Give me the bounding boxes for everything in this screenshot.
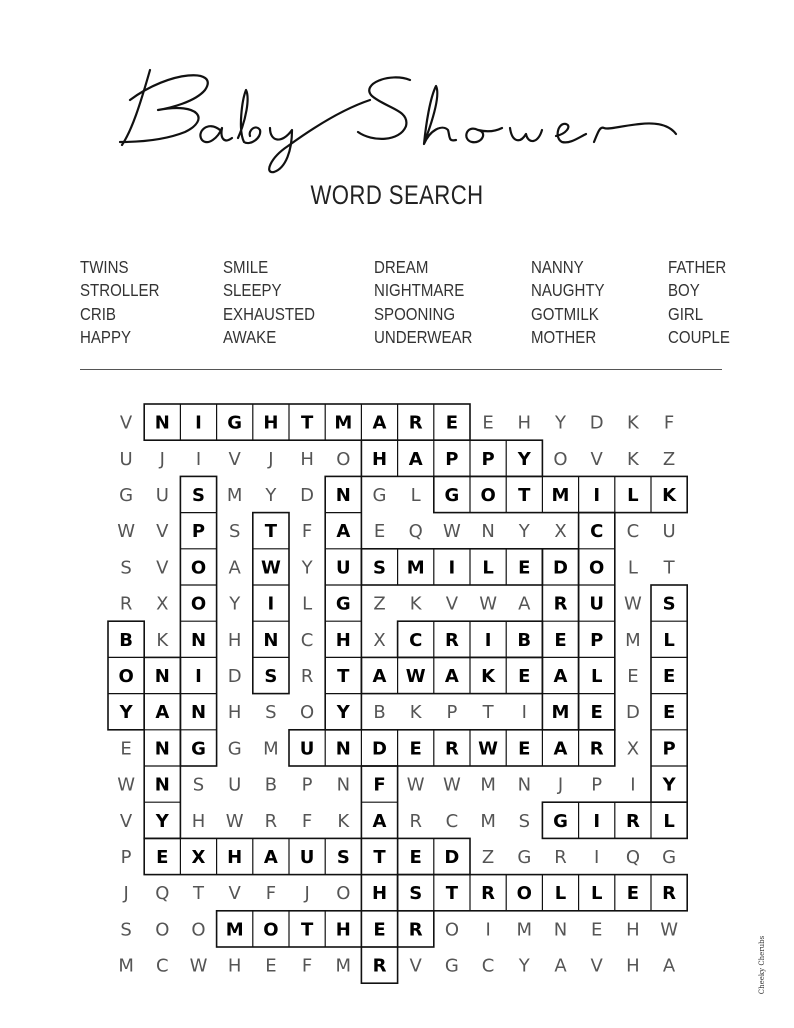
- grid-letter[interactable]: J: [268, 448, 274, 470]
- grid-letter-found[interactable]: A: [444, 666, 459, 687]
- word-list-item: AWAKE: [223, 326, 277, 347]
- word-list-item: HAPPY: [80, 326, 132, 347]
- grid-letter[interactable]: C: [626, 521, 640, 543]
- word-list-item: NAUGHTY: [531, 280, 605, 301]
- grid-letter[interactable]: X: [626, 738, 640, 760]
- grid-letter-found[interactable]: L: [482, 557, 494, 579]
- grid-letter[interactable]: N: [481, 521, 495, 543]
- grid-letter[interactable]: F: [663, 412, 675, 434]
- grid-letter[interactable]: G: [517, 847, 532, 868]
- grid-letter[interactable]: W: [189, 955, 208, 977]
- grid-letter[interactable]: G: [372, 485, 387, 506]
- grid-letter-found[interactable]: A: [336, 521, 351, 543]
- grid-letter[interactable]: J: [557, 774, 564, 796]
- grid-letter[interactable]: J: [159, 448, 165, 470]
- grid-letter-found[interactable]: M: [551, 702, 570, 724]
- grid-letter-found[interactable]: C: [409, 629, 423, 651]
- grid-letter[interactable]: F: [265, 883, 277, 905]
- grid-letter[interactable]: W: [479, 593, 498, 615]
- grid-letter[interactable]: K: [626, 412, 639, 434]
- grid-letter[interactable]: G: [119, 485, 134, 506]
- grid-letter-found[interactable]: K: [662, 485, 677, 506]
- grid-letter[interactable]: X: [554, 521, 567, 543]
- grid-letter-found[interactable]: D: [553, 557, 568, 579]
- grid-letter[interactable]: Y: [265, 485, 277, 506]
- grid-letter[interactable]: W: [623, 593, 642, 615]
- grid-letter-found[interactable]: N: [154, 666, 170, 687]
- word-list-item: SPOONING: [374, 303, 456, 324]
- grid-letter-found[interactable]: E: [626, 883, 640, 905]
- word-list-item: COUPLE: [668, 326, 730, 347]
- word-list-item: STROLLER: [80, 280, 160, 301]
- grid-letter[interactable]: M: [480, 774, 496, 796]
- grid-letter[interactable]: E: [591, 919, 603, 941]
- grid-letter-found[interactable]: I: [195, 666, 202, 687]
- grid-letter[interactable]: M: [118, 955, 134, 977]
- grid-letter[interactable]: K: [337, 810, 350, 832]
- grid-letter-found[interactable]: E: [445, 412, 459, 434]
- grid-letter[interactable]: P: [301, 774, 313, 796]
- grid-letter[interactable]: Y: [555, 412, 566, 434]
- grid-letter-found[interactable]: I: [448, 557, 456, 579]
- grid-letter[interactable]: Y: [518, 521, 530, 543]
- grid-letter[interactable]: V: [119, 412, 133, 434]
- grid-letter-found[interactable]: E: [518, 557, 531, 579]
- grid-letter[interactable]: C: [156, 955, 169, 977]
- grid-letter[interactable]: D: [589, 412, 604, 434]
- grid-letter-found[interactable]: X: [191, 847, 206, 868]
- grid-letter[interactable]: K: [156, 629, 169, 651]
- word-list-item: GIRL: [668, 303, 704, 324]
- grid-letter[interactable]: K: [626, 448, 639, 470]
- grid-letter-found[interactable]: A: [372, 412, 387, 434]
- grid-letter-found[interactable]: R: [372, 955, 387, 977]
- grid-letter[interactable]: V: [445, 593, 459, 615]
- grid-letter[interactable]: A: [662, 955, 676, 977]
- grid-letter-found[interactable]: I: [267, 593, 275, 615]
- grid-letter-found[interactable]: A: [372, 810, 387, 832]
- grid-letter-found[interactable]: M: [334, 412, 353, 434]
- grid-letter[interactable]: G: [227, 738, 242, 760]
- grid-letter[interactable]: N: [517, 774, 532, 796]
- grid-letter[interactable]: I: [521, 702, 527, 724]
- grid-letter-found[interactable]: R: [444, 738, 459, 760]
- grid-letter-found[interactable]: D: [372, 738, 387, 760]
- grid-letter[interactable]: O: [553, 448, 568, 470]
- grid-letter-found[interactable]: R: [662, 883, 677, 905]
- grid-letter-found[interactable]: O: [516, 883, 532, 905]
- grid-letter[interactable]: L: [627, 557, 638, 579]
- grid-letter-found[interactable]: E: [518, 666, 531, 687]
- grid-letter-found[interactable]: M: [406, 557, 425, 579]
- grid-letter[interactable]: J: [304, 883, 310, 905]
- grid-letter[interactable]: K: [409, 593, 422, 615]
- grid-letter-found[interactable]: M: [225, 919, 244, 941]
- grid-letter[interactable]: C: [445, 810, 459, 832]
- grid-letter[interactable]: S: [120, 919, 132, 941]
- grid-letter-found[interactable]: L: [590, 883, 603, 905]
- grid-letter[interactable]: V: [409, 955, 422, 977]
- grid-letter[interactable]: D: [227, 666, 242, 687]
- grid-letter[interactable]: L: [302, 593, 313, 615]
- grid-letter[interactable]: W: [406, 774, 425, 796]
- grid-letter-found[interactable]: I: [593, 485, 601, 506]
- word-list-item: SLEEPY: [223, 280, 282, 301]
- grid-letter[interactable]: E: [373, 521, 386, 543]
- grid-letter[interactable]: M: [226, 485, 243, 506]
- grid-letter[interactable]: S: [192, 774, 205, 796]
- grid-letter[interactable]: H: [227, 629, 242, 651]
- grid-letter[interactable]: O: [155, 919, 170, 941]
- brand-watermark: [755, 935, 769, 995]
- grid-letter-found[interactable]: U: [589, 593, 605, 615]
- brand-text: Cheeky Cherubs: [758, 935, 766, 995]
- grid-letter-found[interactable]: G: [553, 810, 568, 832]
- grid-letter[interactable]: T: [663, 557, 675, 579]
- grid-letter[interactable]: U: [662, 521, 676, 543]
- grid-letter[interactable]: F: [301, 521, 313, 543]
- grid-letter-found[interactable]: C: [590, 521, 604, 543]
- grid-letter[interactable]: W: [660, 919, 679, 941]
- grid-letter[interactable]: Z: [373, 593, 386, 615]
- grid-letter[interactable]: V: [590, 448, 603, 470]
- word-list-item: DREAM: [374, 257, 429, 277]
- grid-letter-found[interactable]: R: [589, 738, 604, 760]
- word-list-item: NANNY: [531, 257, 584, 277]
- grid-letter-found[interactable]: M: [551, 485, 570, 506]
- grid-letter[interactable]: H: [191, 810, 206, 832]
- grid-letter-found[interactable]: E: [156, 847, 169, 868]
- grid-letter-found[interactable]: S: [409, 883, 423, 905]
- grid-letter-found[interactable]: L: [627, 485, 639, 506]
- grid-letter[interactable]: O: [336, 448, 351, 470]
- grid-letter-found[interactable]: Y: [662, 774, 676, 796]
- grid-letter-found[interactable]: T: [300, 919, 314, 941]
- grid-letter[interactable]: S: [518, 810, 531, 832]
- grid-letter[interactable]: I: [195, 448, 202, 470]
- grid-letter[interactable]: M: [263, 738, 279, 760]
- grid-letter-found[interactable]: E: [373, 919, 386, 941]
- grid-letter-found[interactable]: N: [335, 485, 351, 506]
- grid-letter[interactable]: P: [591, 774, 603, 796]
- grid-letter[interactable]: A: [228, 557, 241, 579]
- grid-letter[interactable]: W: [442, 521, 461, 543]
- grid-letter[interactable]: H: [626, 955, 640, 977]
- grid-letter-found[interactable]: E: [662, 666, 676, 687]
- grid-letter[interactable]: B: [264, 774, 278, 796]
- grid-letter-found[interactable]: E: [518, 738, 531, 760]
- grid-letter-found[interactable]: O: [480, 485, 496, 506]
- grid-letter-found[interactable]: R: [625, 810, 640, 832]
- grid-letter-found[interactable]: T: [337, 666, 350, 687]
- grid-letter[interactable]: V: [119, 810, 133, 832]
- grid-letter-found[interactable]: A: [155, 702, 170, 724]
- grid-letter-found[interactable]: R: [553, 593, 568, 615]
- grid-letter[interactable]: P: [446, 702, 458, 724]
- grid-letter-found[interactable]: W: [478, 738, 499, 760]
- grid-letter[interactable]: R: [554, 847, 567, 868]
- grid-letter[interactable]: C: [481, 955, 495, 977]
- grid-letter-found[interactable]: D: [444, 847, 460, 868]
- grid-letter[interactable]: H: [517, 412, 532, 434]
- grid-letter[interactable]: F: [301, 955, 313, 977]
- grid-letter-found[interactable]: H: [227, 847, 243, 868]
- grid-letter[interactable]: O: [444, 919, 459, 941]
- grid-letter-found[interactable]: G: [191, 738, 206, 760]
- grid-letter-found[interactable]: A: [408, 448, 423, 470]
- grid-letter[interactable]: G: [662, 847, 677, 868]
- grid-letter[interactable]: H: [626, 919, 640, 941]
- grid-letter[interactable]: U: [119, 448, 133, 470]
- grid-letter-found[interactable]: U: [299, 847, 315, 868]
- grid-letter-found[interactable]: L: [590, 666, 603, 687]
- grid-letter[interactable]: V: [156, 521, 169, 543]
- grid-letter-found[interactable]: I: [195, 412, 202, 434]
- grid-letter-found[interactable]: H: [371, 883, 388, 905]
- grid-letter[interactable]: H: [227, 955, 242, 977]
- grid-letter[interactable]: F: [301, 810, 313, 832]
- grid-letter[interactable]: Z: [662, 448, 676, 470]
- grid-letter[interactable]: W: [117, 521, 136, 543]
- grid-letter[interactable]: I: [630, 774, 636, 796]
- grid-letter[interactable]: R: [409, 810, 422, 832]
- grid-letter-found[interactable]: W: [260, 557, 281, 579]
- grid-letter-found[interactable]: T: [373, 847, 386, 868]
- grid-letter-found[interactable]: U: [335, 557, 351, 579]
- word-list-item: EXHAUSTED: [223, 303, 315, 324]
- grid-letter-found[interactable]: G: [335, 593, 351, 615]
- grid-letter[interactable]: S: [120, 557, 132, 579]
- grid-letter-found[interactable]: E: [409, 847, 422, 868]
- grid-letter[interactable]: V: [590, 955, 603, 977]
- grid-letter[interactable]: Y: [301, 557, 313, 579]
- grid-letter-found[interactable]: E: [409, 738, 422, 760]
- grid-letter-found[interactable]: Y: [336, 702, 350, 724]
- grid-letter-found[interactable]: E: [662, 702, 676, 724]
- grid-letter[interactable]: M: [516, 919, 533, 941]
- word-list-item: SMILE: [223, 257, 269, 277]
- grid-letter-found[interactable]: O: [118, 666, 134, 687]
- grid-letter-found[interactable]: H: [335, 629, 351, 651]
- grid-letter-found[interactable]: S: [192, 485, 205, 506]
- grid-letter-found[interactable]: O: [589, 557, 605, 579]
- grid-letter-found[interactable]: S: [336, 847, 350, 868]
- grid-letter[interactable]: Q: [408, 521, 423, 543]
- grid-letter-found[interactable]: F: [373, 774, 386, 796]
- grid-letter-found[interactable]: L: [554, 883, 567, 905]
- grid-letter[interactable]: S: [265, 702, 277, 724]
- grid-letter-found[interactable]: R: [481, 883, 496, 905]
- grid-letter-found[interactable]: E: [554, 629, 567, 651]
- grid-letter[interactable]: N: [336, 774, 351, 796]
- grid-letter-found[interactable]: P: [191, 521, 206, 543]
- grid-letter-found[interactable]: A: [553, 738, 568, 760]
- grid-letter[interactable]: U: [228, 774, 242, 796]
- grid-letter[interactable]: E: [265, 955, 277, 977]
- grid-letter[interactable]: O: [300, 702, 315, 724]
- grid-letter-found[interactable]: K: [481, 666, 496, 687]
- grid-letter[interactable]: S: [228, 521, 241, 543]
- grid-letter[interactable]: M: [335, 955, 352, 977]
- grid-letter[interactable]: O: [336, 883, 351, 905]
- grid-letter[interactable]: T: [193, 883, 204, 905]
- grid-letter[interactable]: K: [409, 702, 422, 724]
- grid-letter-found[interactable]: U: [299, 738, 315, 760]
- grid-letter[interactable]: R: [264, 810, 278, 832]
- grid-letter[interactable]: E: [482, 412, 494, 434]
- word-list-item: CRIB: [80, 303, 116, 324]
- word-list-item: BOY: [668, 280, 700, 301]
- grid-letter[interactable]: Y: [518, 955, 530, 977]
- grid-letter[interactable]: Q: [155, 883, 170, 905]
- grid-letter-found[interactable]: P: [590, 629, 604, 651]
- grid-letter[interactable]: R: [119, 593, 133, 615]
- word-list-item: MOTHER: [531, 326, 597, 347]
- grid-letter-found[interactable]: O: [263, 919, 279, 941]
- grid-letter[interactable]: I: [485, 919, 491, 941]
- grid-letter[interactable]: M: [625, 629, 641, 651]
- grid-letter-found[interactable]: S: [662, 593, 676, 615]
- grid-letter[interactable]: X: [373, 629, 386, 651]
- grid-letter[interactable]: M: [480, 810, 496, 832]
- grid-letter[interactable]: H: [300, 448, 314, 470]
- grid-letter[interactable]: I: [594, 847, 600, 868]
- grid-letter[interactable]: D: [625, 702, 640, 724]
- grid-letter[interactable]: Y: [229, 593, 241, 615]
- grid-letter-found[interactable]: H: [371, 448, 388, 470]
- grid-letter[interactable]: O: [191, 919, 206, 941]
- grid-letter-found[interactable]: R: [408, 412, 423, 434]
- grid-letter-found[interactable]: N: [190, 629, 207, 651]
- grid-letter-found[interactable]: L: [663, 629, 675, 651]
- grid-letter-found[interactable]: S: [264, 666, 278, 687]
- grid-letter-found[interactable]: H: [263, 412, 279, 434]
- grid-letter[interactable]: E: [120, 738, 132, 760]
- grid-letter-found[interactable]: B: [517, 629, 532, 651]
- grid-letter-found[interactable]: L: [663, 810, 675, 832]
- title-text: Baby Shower: [391, 175, 399, 176]
- grid-letter[interactable]: W: [117, 774, 136, 796]
- grid-letter-found[interactable]: N: [335, 738, 351, 760]
- grid-letter-found[interactable]: Y: [119, 702, 133, 724]
- word-list-item: TWINS: [80, 257, 129, 277]
- grid-letter[interactable]: C: [300, 629, 314, 651]
- grid-letter-found[interactable]: G: [444, 485, 460, 506]
- grid-letter[interactable]: E: [627, 666, 639, 687]
- subtitle: WORD SEARCH: [310, 180, 484, 210]
- grid-letter-found[interactable]: A: [553, 666, 568, 687]
- grid-letter-found[interactable]: N: [154, 412, 170, 434]
- grid-letter-found[interactable]: E: [590, 702, 603, 724]
- grid-letter-found[interactable]: Y: [517, 448, 531, 470]
- grid-letter[interactable]: W: [225, 810, 244, 832]
- grid-letter[interactable]: H: [227, 702, 242, 724]
- grid-letter-found[interactable]: W: [405, 666, 426, 687]
- grid-letter-found[interactable]: T: [300, 412, 314, 434]
- grid-letter-found[interactable]: N: [190, 702, 207, 724]
- word-list-item: UNDERWEAR: [374, 326, 473, 347]
- grid-letter-found[interactable]: B: [119, 629, 133, 651]
- grid-letter-found[interactable]: G: [227, 412, 243, 434]
- grid-letter-found[interactable]: Y: [155, 810, 169, 832]
- grid-letter-found[interactable]: O: [190, 557, 207, 579]
- grid-letter-found[interactable]: A: [263, 847, 278, 868]
- grid-letter-found[interactable]: O: [190, 593, 207, 615]
- grid-letter-found[interactable]: R: [408, 919, 423, 941]
- grid-letter[interactable]: Z: [481, 847, 495, 868]
- grid-letter-found[interactable]: P: [662, 738, 676, 760]
- grid-letter[interactable]: X: [156, 593, 169, 615]
- grid-letter-found[interactable]: R: [444, 629, 459, 651]
- grid-letter[interactable]: G: [444, 955, 459, 977]
- grid-letter-found[interactable]: P: [481, 448, 495, 470]
- grid-letter[interactable]: A: [554, 955, 567, 977]
- grid-letter-found[interactable]: N: [263, 629, 279, 651]
- grid-letter[interactable]: D: [300, 485, 315, 506]
- grid-letter[interactable]: V: [228, 883, 241, 905]
- word-list-item: NIGHTMARE: [374, 280, 465, 301]
- grid-letter[interactable]: N: [553, 919, 568, 941]
- grid-letter-found[interactable]: A: [372, 666, 387, 687]
- grid-letter[interactable]: T: [482, 702, 494, 724]
- grid-letter-found[interactable]: S: [373, 557, 386, 579]
- grid-letter[interactable]: A: [518, 593, 531, 615]
- grid-letter-found[interactable]: H: [335, 919, 351, 941]
- word-list-item: FATHER: [668, 257, 727, 277]
- grid-letter[interactable]: P: [120, 847, 132, 868]
- grid-letter[interactable]: U: [155, 485, 169, 506]
- grid-letter-found[interactable]: I: [484, 629, 492, 651]
- grid-letter-found[interactable]: N: [154, 774, 170, 796]
- grid-letter[interactable]: W: [442, 774, 461, 796]
- grid-letter[interactable]: L: [410, 485, 421, 506]
- grid-letter[interactable]: Q: [625, 847, 640, 868]
- word-list-item: GOTMILK: [531, 303, 599, 324]
- grid-letter[interactable]: V: [228, 448, 241, 470]
- grid-letter-found[interactable]: T: [264, 521, 278, 543]
- grid-letter-found[interactable]: P: [445, 448, 459, 470]
- grid-letter[interactable]: J: [123, 883, 129, 905]
- grid-letter-found[interactable]: T: [445, 883, 459, 905]
- grid-letter-found[interactable]: I: [593, 810, 601, 832]
- grid-letter[interactable]: B: [373, 702, 386, 724]
- grid-letter[interactable]: R: [300, 666, 314, 687]
- grid-letter-found[interactable]: T: [518, 485, 531, 506]
- grid-letter-found[interactable]: N: [154, 738, 170, 760]
- grid-letter[interactable]: V: [156, 557, 169, 579]
